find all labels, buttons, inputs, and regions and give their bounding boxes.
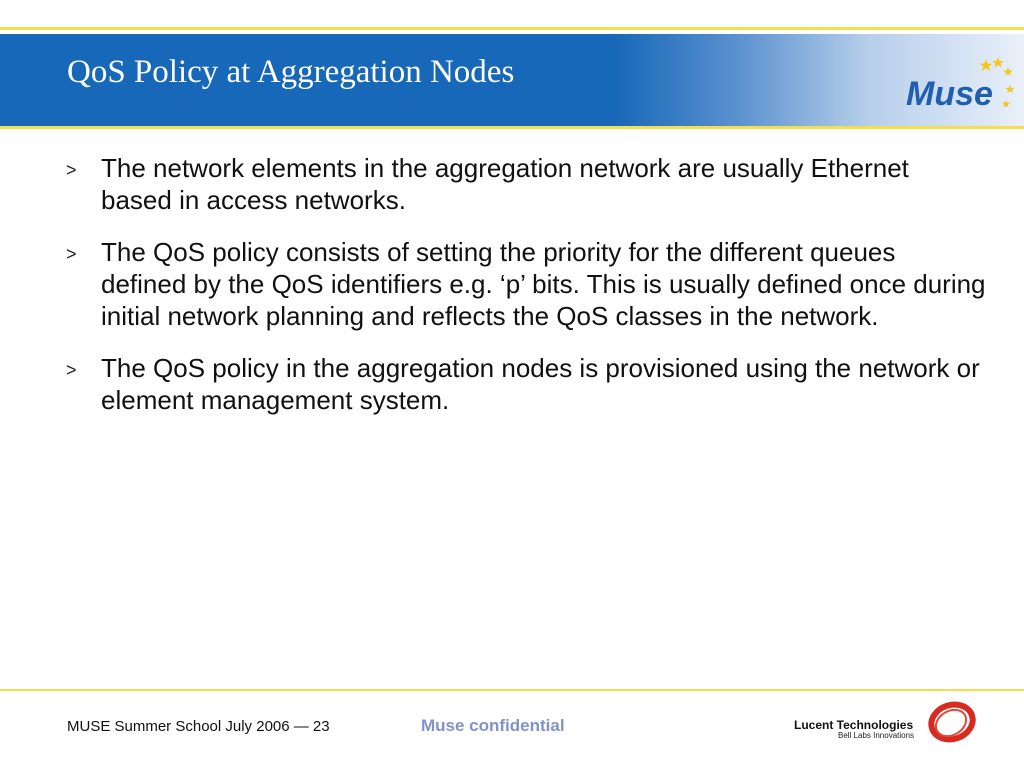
star-icon	[1002, 100, 1010, 107]
bullet-text: The network elements in the aggregation network are usually Ethernet based in access networks.	[101, 153, 909, 215]
confidential-label: Muse confidential	[421, 716, 565, 735]
title-underline	[0, 126, 1024, 129]
footer-left-text: MUSE Summer School July 2006 — 23	[67, 718, 330, 735]
slide-title: QoS Policy at Aggregation Nodes	[67, 54, 515, 90]
muse-logo	[902, 55, 1016, 125]
bullet-text: The QoS policy in the aggregation nodes is provisioned using the network or element management system.	[101, 353, 980, 415]
bullet-marker: >	[66, 160, 77, 180]
star-icon	[979, 59, 992, 71]
bullet-text: The QoS policy consists of setting the priority for the different queues defined by the QoS identifiers e.g. ‘p’ bits. This is usually defined once during initial network planning and reflects the QoS classes in the network.	[101, 237, 986, 331]
bullet-marker: >	[66, 360, 77, 380]
lucent-ring-logo	[926, 700, 978, 744]
lucent-brand-subtitle: Bell Labs Innovations	[838, 731, 915, 740]
lucent-brand-name: Lucent Technologies	[794, 718, 914, 732]
star-icon	[992, 57, 1004, 68]
star-icon	[1005, 85, 1014, 93]
star-icon	[1003, 67, 1013, 76]
bullet-marker: >	[66, 244, 77, 264]
top-accent-line	[0, 27, 1024, 30]
bullet-item	[66, 152, 986, 216]
bullet-item	[66, 352, 986, 416]
bullet-list	[66, 152, 986, 436]
muse-logo-text: Muse	[906, 75, 993, 113]
bullet-item	[66, 236, 986, 332]
footer-accent-line	[0, 689, 1024, 691]
